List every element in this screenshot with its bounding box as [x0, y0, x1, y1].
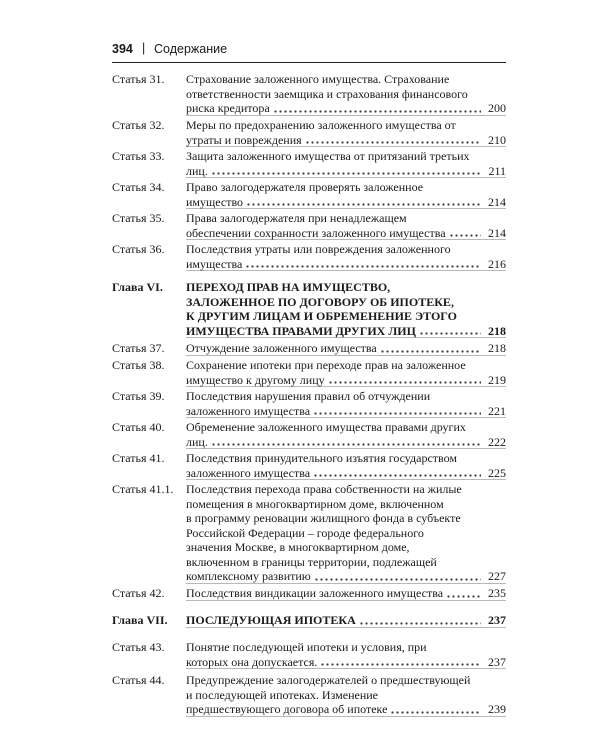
entry-title-text: лиц.	[186, 163, 208, 178]
entry-number: Статья 39.	[112, 389, 165, 403]
page-number: 394	[112, 42, 133, 56]
toc-article-entry	[112, 358, 506, 387]
toc-article-entry	[112, 586, 506, 601]
entry-page-number: 227	[488, 569, 506, 583]
entry-title	[186, 673, 506, 717]
entry-title-line	[186, 373, 506, 388]
entry-page-number: 235	[488, 586, 506, 600]
entry-title	[186, 180, 506, 209]
entry-page-number: 225	[488, 465, 506, 480]
dot-leader	[314, 578, 481, 581]
toc-article-entry	[112, 673, 506, 717]
table-of-contents	[112, 72, 506, 717]
entry-title-line	[186, 133, 506, 148]
entry-number: Глава VII.	[112, 613, 168, 627]
toc-article-entry	[112, 451, 506, 480]
entry-page-number: 214	[488, 194, 506, 209]
dot-leader	[446, 595, 481, 598]
toc-chapter-entry	[112, 280, 506, 338]
entry-title	[186, 242, 506, 271]
entry-number: Статья 35.	[112, 211, 165, 225]
entry-title-line: Российской Федерации – городе федерального	[186, 525, 424, 540]
entry-title	[186, 451, 506, 480]
toc-article-entry	[112, 72, 506, 116]
dot-leader	[313, 474, 481, 477]
toc-article-entry	[112, 242, 506, 271]
entry-title	[186, 613, 506, 628]
entry-number: Статья 31.	[112, 72, 165, 86]
entry-title-line: Страхование заложенного имущества. Страхование	[186, 72, 450, 86]
entry-title-line: в программу реновации жилищного фонда в субъекте	[186, 511, 461, 525]
entry-number: Статья 38.	[112, 358, 165, 372]
entry-title-line: Меры по предохранению заложенного имущества от	[186, 118, 456, 132]
entry-title-line: Предупреждение залогодержателей о предшествующей	[186, 673, 471, 687]
entry-title	[186, 482, 506, 584]
entry-title-line	[186, 702, 506, 717]
entry-title-line	[186, 613, 506, 628]
entry-title-text: утраты и повреждения	[186, 132, 302, 147]
entry-title	[186, 420, 506, 449]
entry-title-text: имущество	[186, 194, 244, 209]
entry-title-text: имущества	[186, 256, 243, 271]
entry-page-number: 222	[488, 434, 506, 449]
dot-leader	[211, 443, 481, 446]
entry-title-line	[186, 226, 506, 241]
dot-leader	[246, 203, 481, 206]
entry-number: Статья 32.	[112, 118, 165, 132]
entry-page-number: 219	[488, 372, 506, 387]
entry-number: Глава VI.	[112, 280, 163, 294]
entry-number: Статья 42.	[112, 586, 165, 600]
entry-title-line	[186, 257, 506, 272]
entry-title-line: включенном в границы территории, подлежащей	[186, 554, 437, 569]
entry-title-line	[186, 655, 506, 670]
entry-title-text: риска кредитора	[186, 101, 270, 115]
entry-number: Статья 43.	[112, 640, 165, 654]
entry-title-line: и последующей ипотеках. Изменение	[186, 687, 378, 702]
entry-page-number: 239	[488, 702, 506, 716]
entry-title	[186, 341, 506, 356]
entry-title-line: ПЕРЕХОД ПРАВ НА ИМУЩЕСТВО,	[186, 280, 391, 294]
entry-title-line: Защита заложенного имущества от притязаний третьих	[186, 149, 470, 163]
entry-title-text: лиц.	[186, 434, 208, 449]
dot-leader	[328, 381, 481, 384]
entry-title-line	[186, 404, 506, 419]
toc-article-entry	[112, 149, 506, 178]
entry-title	[186, 118, 506, 147]
toc-article-entry	[112, 482, 506, 584]
entry-title-line: Сохранение ипотеки при переходе прав на заложенное	[186, 358, 466, 372]
entry-number: Статья 44.	[112, 673, 165, 687]
entry-title-line: ответственности заемщика и страхования финансового	[186, 86, 468, 101]
entry-title-text: имущество к другому лицу	[186, 372, 325, 387]
entry-page-number: 218	[488, 341, 506, 355]
entry-title-line: значения Москве, в многоквартирном доме,	[186, 540, 410, 554]
entry-page-number: 218	[488, 323, 506, 338]
entry-title	[186, 72, 506, 116]
entry-title-line: К ДРУГИМ ЛИЦАМ И ОБРЕМЕНЕНИЕ ЭТОГО	[186, 309, 457, 323]
dot-leader	[380, 350, 481, 353]
entry-number: Статья 33.	[112, 149, 165, 163]
entry-title-text: ИМУЩЕСТВА ПРАВАМИ ДРУГИХ ЛИЦ	[186, 323, 416, 338]
entry-page-number: 237	[488, 654, 506, 669]
toc-article-entry	[112, 341, 506, 356]
entry-number: Статья 36.	[112, 242, 165, 256]
entry-title-line: Право залогодержателя проверять заложенное	[186, 180, 424, 194]
toc-article-entry	[112, 420, 506, 449]
toc-article-entry	[112, 211, 506, 240]
entry-title-line	[186, 466, 506, 481]
entry-page-number: 200	[488, 101, 506, 115]
toc-chapter-entry	[112, 613, 506, 628]
entry-title-text: обеспечении сохранности заложенного имущества	[186, 225, 446, 240]
entry-number: Статья 41.1.	[112, 482, 174, 496]
entry-page-number: 237	[488, 613, 506, 627]
entry-title-line: Последствия утраты или повреждения заложенного	[186, 242, 451, 256]
dot-leader	[449, 234, 481, 237]
entry-title-text: ПОСЛЕДУЮЩАЯ ИПОТЕКА	[186, 613, 356, 627]
entry-title	[186, 211, 506, 240]
entry-title-text: заложенного имущества	[186, 465, 311, 480]
entry-title-text: заложенного имущества	[186, 403, 311, 418]
header-separator: |	[142, 41, 146, 55]
entry-title-line: Понятие последующей ипотеки и условия, при	[186, 640, 427, 654]
dot-leader	[211, 172, 481, 175]
entry-title-line	[186, 101, 506, 116]
entry-title	[186, 358, 506, 387]
entry-title-line: Последствия нарушения правил об отчуждении	[186, 389, 431, 403]
dot-leader	[245, 265, 481, 268]
entry-title-text: комплексному развитию	[186, 569, 311, 583]
entry-number: Статья 37.	[112, 341, 165, 355]
entry-title-line	[186, 341, 506, 356]
entry-title-text: предшествующего договора об ипотеке	[186, 702, 388, 716]
entry-page-number: 210	[488, 132, 506, 147]
entry-page-number: 221	[488, 403, 506, 418]
dot-leader	[320, 663, 481, 666]
entry-title-line: Права залогодержателя при ненадлежащем	[186, 211, 407, 225]
entry-title-line	[186, 324, 506, 339]
dot-leader	[305, 141, 481, 144]
dot-leader	[273, 110, 481, 113]
header-section-title: Содержание	[154, 42, 228, 56]
entry-title-text: которых она допускается.	[186, 654, 318, 669]
dot-leader	[359, 622, 481, 625]
entry-title-line	[186, 435, 506, 450]
entry-title-line: ЗАЛОЖЕННОЕ ПО ДОГОВОРУ ОБ ИПОТЕКЕ,	[186, 294, 454, 309]
entry-title-line: помещения в многоквартирном доме, включенном	[186, 496, 444, 511]
toc-article-entry	[112, 389, 506, 418]
toc-article-entry	[112, 640, 506, 669]
entry-title	[186, 280, 506, 338]
entry-title	[186, 149, 506, 178]
entry-number: Статья 34.	[112, 180, 165, 194]
dot-leader	[390, 711, 481, 714]
entry-number: Статья 41.	[112, 451, 165, 465]
entry-title-line: Последствия перехода права собственности на жилые	[186, 482, 462, 496]
entry-page-number: 211	[488, 163, 506, 178]
page-header	[112, 40, 506, 63]
entry-title	[186, 640, 506, 669]
entry-number: Статья 40.	[112, 420, 165, 434]
entry-title-line	[186, 586, 506, 601]
entry-title-line: Последствия принудительного изъятия государством	[186, 451, 457, 465]
toc-article-entry	[112, 180, 506, 209]
entry-page-number: 216	[488, 256, 506, 271]
entry-title-line: Обременение заложенного имущества правами других	[186, 420, 466, 434]
entry-title	[186, 389, 506, 418]
entry-title-line	[186, 164, 506, 179]
entry-page-number: 214	[488, 225, 506, 240]
entry-title-line	[186, 569, 506, 584]
dot-leader	[419, 332, 481, 335]
entry-title-text: Последствия виндикации заложенного имущества	[186, 586, 444, 600]
entry-title	[186, 586, 506, 601]
entry-title-text: Отчуждение заложенного имущества	[186, 341, 377, 355]
entry-title-line	[186, 195, 506, 210]
dot-leader	[313, 412, 481, 415]
toc-article-entry	[112, 118, 506, 147]
